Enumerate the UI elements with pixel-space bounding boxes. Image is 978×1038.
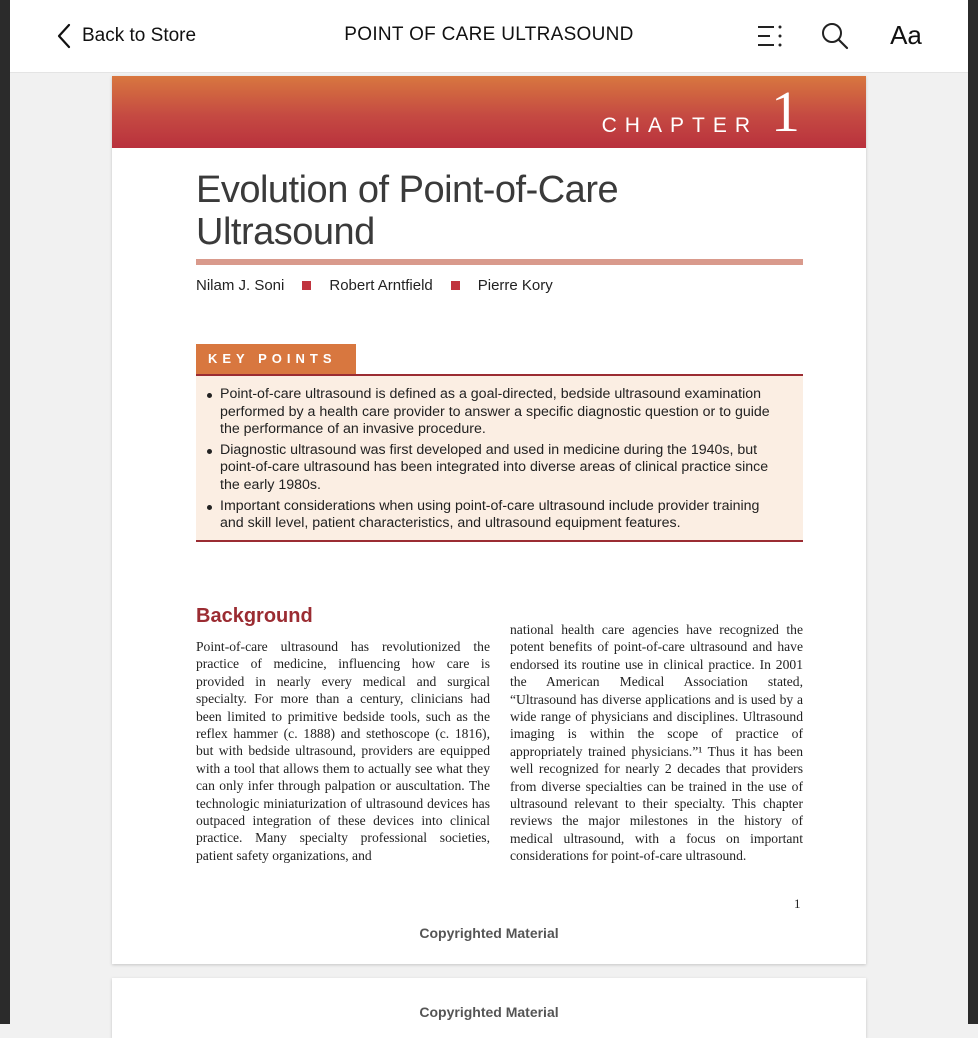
next-book-page [112, 978, 866, 1038]
key-point: Point-of-care ultrasound is defined as a goal-directed, bedside ultrasound examination performed by a health care provider to answer a specific diagnostic question or to guide the performance of an invasive procedure. [206, 386, 787, 439]
body-column-left: Point-of-care ultrasound has revolutionized the practice of medicine, influencing how care is provided in nearly every medical and surgical specialty. For more than a century, clinicians had been limited to primitive bedside tools, such as the reflex hammer (c. 1888) and stethoscope (c. 1816), but with bedside ultrasound, providers are equipped with a tool that allows them to actually see what they can only infer through palpation or auscultation. The technologic miniaturization of ultrasound devices has outpaced integration of these devices into clinical practice. Many specialty professional societies, patient safety organizations, and [196, 639, 490, 863]
author-separator [451, 281, 460, 290]
section-heading: Background [196, 605, 313, 627]
author: Pierre Kory [477, 277, 553, 294]
right-edge [968, 0, 978, 1024]
copyright-notice: Copyrighted Material [419, 1004, 559, 1020]
chapter-title: Evolution of Point-of-Care Ultrasound [196, 169, 619, 253]
key-points-label: KEY POINTS [196, 344, 356, 374]
key-points-box [196, 374, 803, 542]
chapter-number: 1 [771, 79, 800, 144]
chapter-banner [112, 76, 866, 148]
list-icon [754, 20, 786, 52]
author-separator [302, 281, 311, 290]
search-icon [819, 20, 851, 52]
font-settings-button[interactable]: Aa [890, 20, 922, 50]
author-list [196, 277, 553, 294]
page-number: 1 [794, 896, 801, 911]
copyright-notice: Copyrighted Material [419, 925, 559, 941]
back-label: Back to Store [82, 25, 197, 46]
search-button[interactable] [819, 20, 851, 52]
title-divider [196, 259, 803, 265]
author: Nilam J. Soni [196, 277, 285, 294]
body-column-right: national health care agencies have recognized the potent benefits of point-of-care ultrasound and have endorsed its routine use in clinical practice. In 2001 the American Medical Association stated, “Ultrasound has diverse applications and is used by a wide range of physicians and disciplines. Ultrasound imaging is within the scope of practice of appropriately trained physicians.”¹ Thus it has been well recognized for nearly 2 decades that providers from diverse specialties can be trained in the use of ultrasound relevant to their specialty. This chapter reviews the major milestones in the history of medical ultrasound, with a focus on important considerations for point-of-care ultrasound. [510, 622, 803, 864]
table-of-contents-button[interactable] [754, 20, 786, 52]
author: Robert Arntfield [329, 277, 433, 294]
key-point: Diagnostic ultrasound was first developed and used in medicine during the 1940s, but point-of-care ultrasound has been integrated into diverse areas of clinical practice since the early 1980s. [206, 442, 787, 495]
key-point: Important considerations when using point-of-care ultrasound include provider training and skill level, patient characteristics, and ultrasound equipment features. [206, 498, 787, 533]
book-page [112, 76, 866, 964]
top-toolbar [10, 0, 968, 73]
chapter-label: CHAPTER [601, 114, 758, 137]
book-title: POINT OF CARE ULTRASOUND [344, 24, 634, 45]
left-edge [0, 0, 10, 1024]
